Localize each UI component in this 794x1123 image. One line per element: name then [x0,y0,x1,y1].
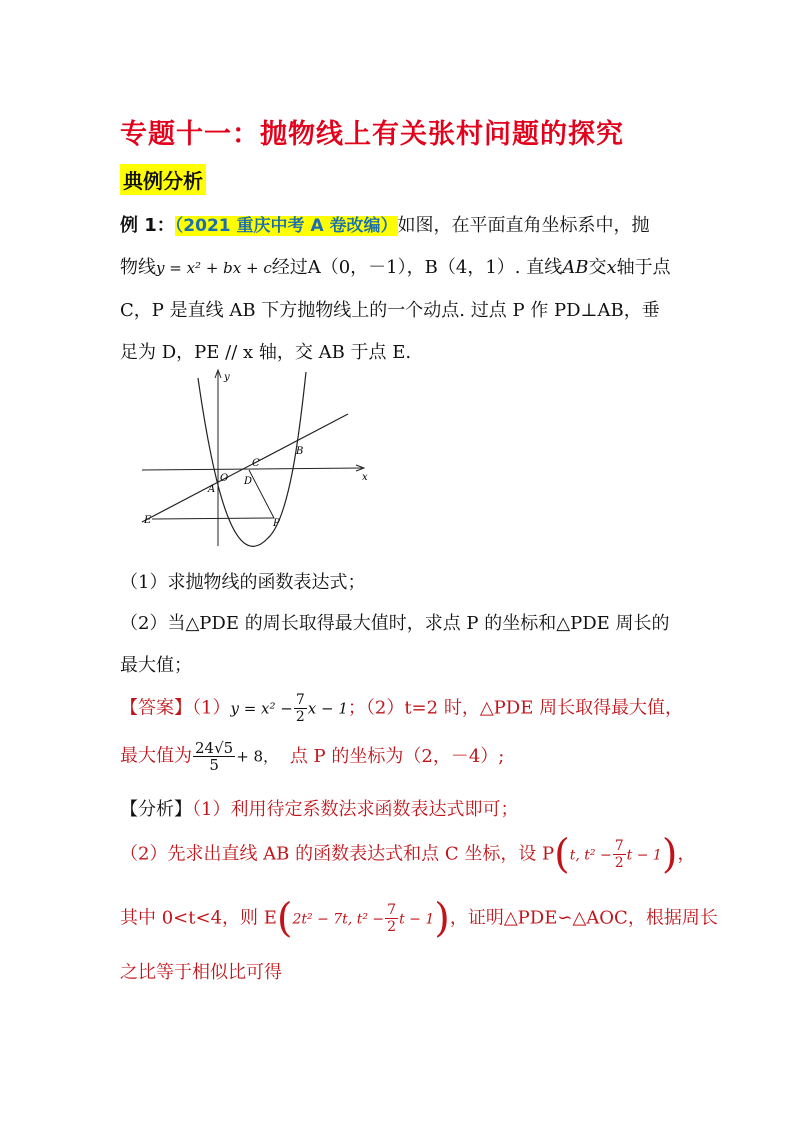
label-y: y [224,372,230,383]
text-span: （2）先求出直线 AB 的函数表达式和点 C 坐标，设 P [120,843,555,865]
example-line-2 [120,253,671,279]
text-span: 点 P 的坐标为（2，－4）; [289,745,505,767]
fraction [385,902,398,935]
fraction-denominator: 2 [295,709,305,725]
page-title: 专题十一：抛物线上有关张村问题的探究 [120,119,624,150]
answer-tag: 【答案】 [120,697,192,719]
label-x: x [362,472,368,483]
example-source: （2021 重庆中考 A 卷改编） [174,216,398,236]
text-span: ，证明△PDE∽△AOC，根据周长 [449,907,718,929]
fraction-numerator: 7 [387,902,397,918]
text-span: AB [562,257,589,278]
label-e: E [144,515,152,526]
fraction-numerator: 7 [295,692,305,708]
text-span: 最大值为 [120,745,192,767]
label-b: B [296,446,304,457]
fraction-denominator: 5 [209,756,219,774]
question-2-line-1: （2）当△PDE 的周长取得最大值时，求点 P 的坐标和△PDE 周长的 [120,613,670,634]
segment-pe [152,518,274,519]
analysis-line-2 [120,831,696,878]
max-fraction [193,740,235,773]
point-e-expr: t − 1 [399,911,435,928]
analysis-tag: 【分析】 [120,799,192,820]
point-e-expr: 2t² − 7t, t² − [292,911,385,928]
label-a: A [208,484,216,495]
paren-close: ) [434,895,450,942]
fraction [294,692,307,725]
fraction-denominator: 2 [387,919,397,935]
text-span: 物线 [120,257,156,278]
fraction-numerator: 24√5 [195,739,234,757]
text-span: ， [677,843,696,865]
analysis-line-4: 之比等于相似比可得 [120,962,282,983]
question-2-line-2: 最大值； [120,655,192,676]
text-span: （1）利用待定系数法求函数表达式即可； [192,799,519,820]
analysis-line-3 [120,895,718,942]
parabola-equation: y = x² + bx + c [156,259,272,277]
fraction-numerator: 7 [614,838,624,854]
label-p: P [273,518,280,529]
parabola-figure [140,368,372,548]
label-d: D [244,476,253,487]
point-p-expr: t, t² − [569,847,612,864]
example-line1-tail: 如图，在平面直角坐标系中，抛 [397,215,650,236]
point-p-expr: t − 1 [626,847,662,864]
paren-close: ) [661,831,678,878]
answer-equation: y = x² − [230,699,293,718]
example-label: 例 1： [120,215,175,236]
segment-pd [249,470,274,518]
text-span: 交 [588,257,607,278]
text-span: 轴于点 [616,257,671,278]
example-line-1 [120,211,650,237]
text-span: ；（2）t=2 时，△PDE 周长取得最大值， [347,697,684,719]
text-span: 经过 [271,257,308,278]
paren-open: ( [276,895,293,942]
fraction-denominator: 2 [614,855,624,871]
fraction [613,838,626,871]
text-span: A（0，－1），B（4，1）. 直线 [307,257,563,278]
example-line-4: 足为 D，PE // x 轴，交 AB 于点 E. [120,342,412,363]
section-heading: 典例分析 [120,164,206,195]
label-c: C [252,458,260,469]
example-line-3: C，P 是直线 AB 下方抛物线上的一个动点. 过点 P 作 PD⊥AB，垂 [120,300,660,321]
answer-line-1 [120,692,683,725]
paren-open: ( [554,831,570,878]
answer-equation: x − 1 [307,699,348,718]
text-span: + 8， [236,747,279,766]
text-span: 其中 0<t<4，则 E [120,907,277,929]
answer-line-2 [120,740,504,773]
text-span: （1） [192,697,231,719]
analysis-line-1 [120,795,518,821]
question-1: （1）求抛物线的函数表达式； [120,572,366,593]
label-o: O [220,473,229,484]
text-span: x [606,257,617,278]
